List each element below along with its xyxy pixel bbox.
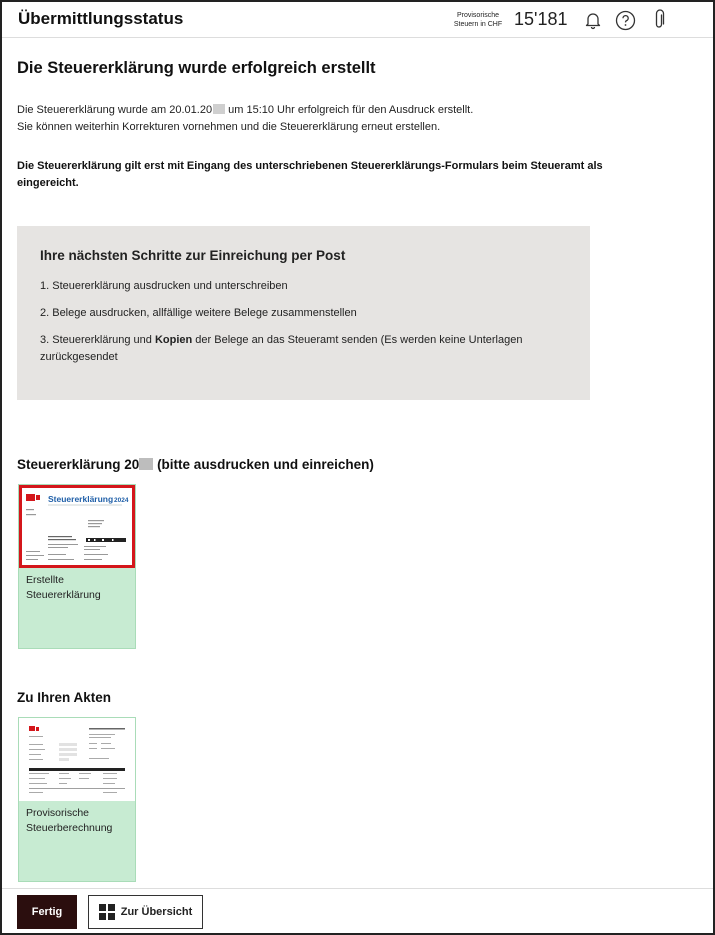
- page-title: Übermittlungsstatus: [18, 9, 184, 28]
- redacted-year: [139, 458, 153, 470]
- provisional-tax-value: 15'181: [514, 9, 568, 29]
- help-icon[interactable]: [614, 9, 636, 31]
- overview-button[interactable]: [88, 895, 203, 929]
- next-steps-title: Ihre nächsten Schritte zur Einreichung per Post: [40, 248, 346, 263]
- step-3: 3. Steuererklärung und Kopien der Belege an das Steueramt senden (Es werden keine Unterlagen zurückgesendet: [40, 334, 523, 363]
- step-2: 2. Belege ausdrucken, allfällige weitere Belege zusammenstellen: [40, 307, 357, 319]
- provisional-tax-label: Provisorische Steuern in CHF: [453, 12, 503, 28]
- tax-return-thumbnail[interactable]: [19, 485, 135, 568]
- card-label: Provisorische Steuerberechnung: [26, 807, 113, 834]
- records-section-title: Zu Ihren Akten: [17, 690, 112, 705]
- next-steps-box: [17, 226, 590, 400]
- document-card-tax-return[interactable]: [18, 484, 136, 649]
- redacted-year: [213, 104, 225, 114]
- overview-button-label: Zur Übersicht: [120, 906, 193, 918]
- grid-icon: [99, 904, 115, 920]
- success-heading: Die Steuererklärung wurde erfolgreich erstellt: [17, 59, 376, 77]
- bell-icon[interactable]: [582, 9, 604, 31]
- paperclip-icon[interactable]: [648, 9, 670, 31]
- footer-bar: [2, 888, 713, 933]
- header-bar: [2, 2, 713, 38]
- provisional-calc-thumbnail[interactable]: [19, 718, 135, 801]
- tax-return-section-title: Steuererklärung 20 (bitte ausdrucken und einreichen): [17, 457, 374, 472]
- step-1: 1. Steuererklärung ausdrucken und unterschreiben: [40, 280, 288, 292]
- svg-text:Steuererklärung: Steuererklärung: [48, 494, 114, 504]
- svg-text:2024: 2024: [114, 497, 129, 504]
- card-label: Erstellte Steuererklärung: [26, 574, 101, 601]
- main-content: [2, 38, 713, 888]
- document-card-provisional-calc[interactable]: [18, 717, 136, 882]
- submission-notice: Die Steuererklärung gilt erst mit Eingang des unterschriebenen Steuererklärungs-Formulars beim Steueramt als eingereicht.: [17, 160, 603, 189]
- done-button[interactable]: Fertig: [17, 895, 77, 929]
- creation-info-text: Die Steuererklärung wurde am 20.01.20 um 15:10 Uhr erfolgreich für den Ausdruck erstellt. Sie können weiterhin Korrekturen vornehmen und die Steuererklärung erneut erstellen.: [17, 104, 474, 133]
